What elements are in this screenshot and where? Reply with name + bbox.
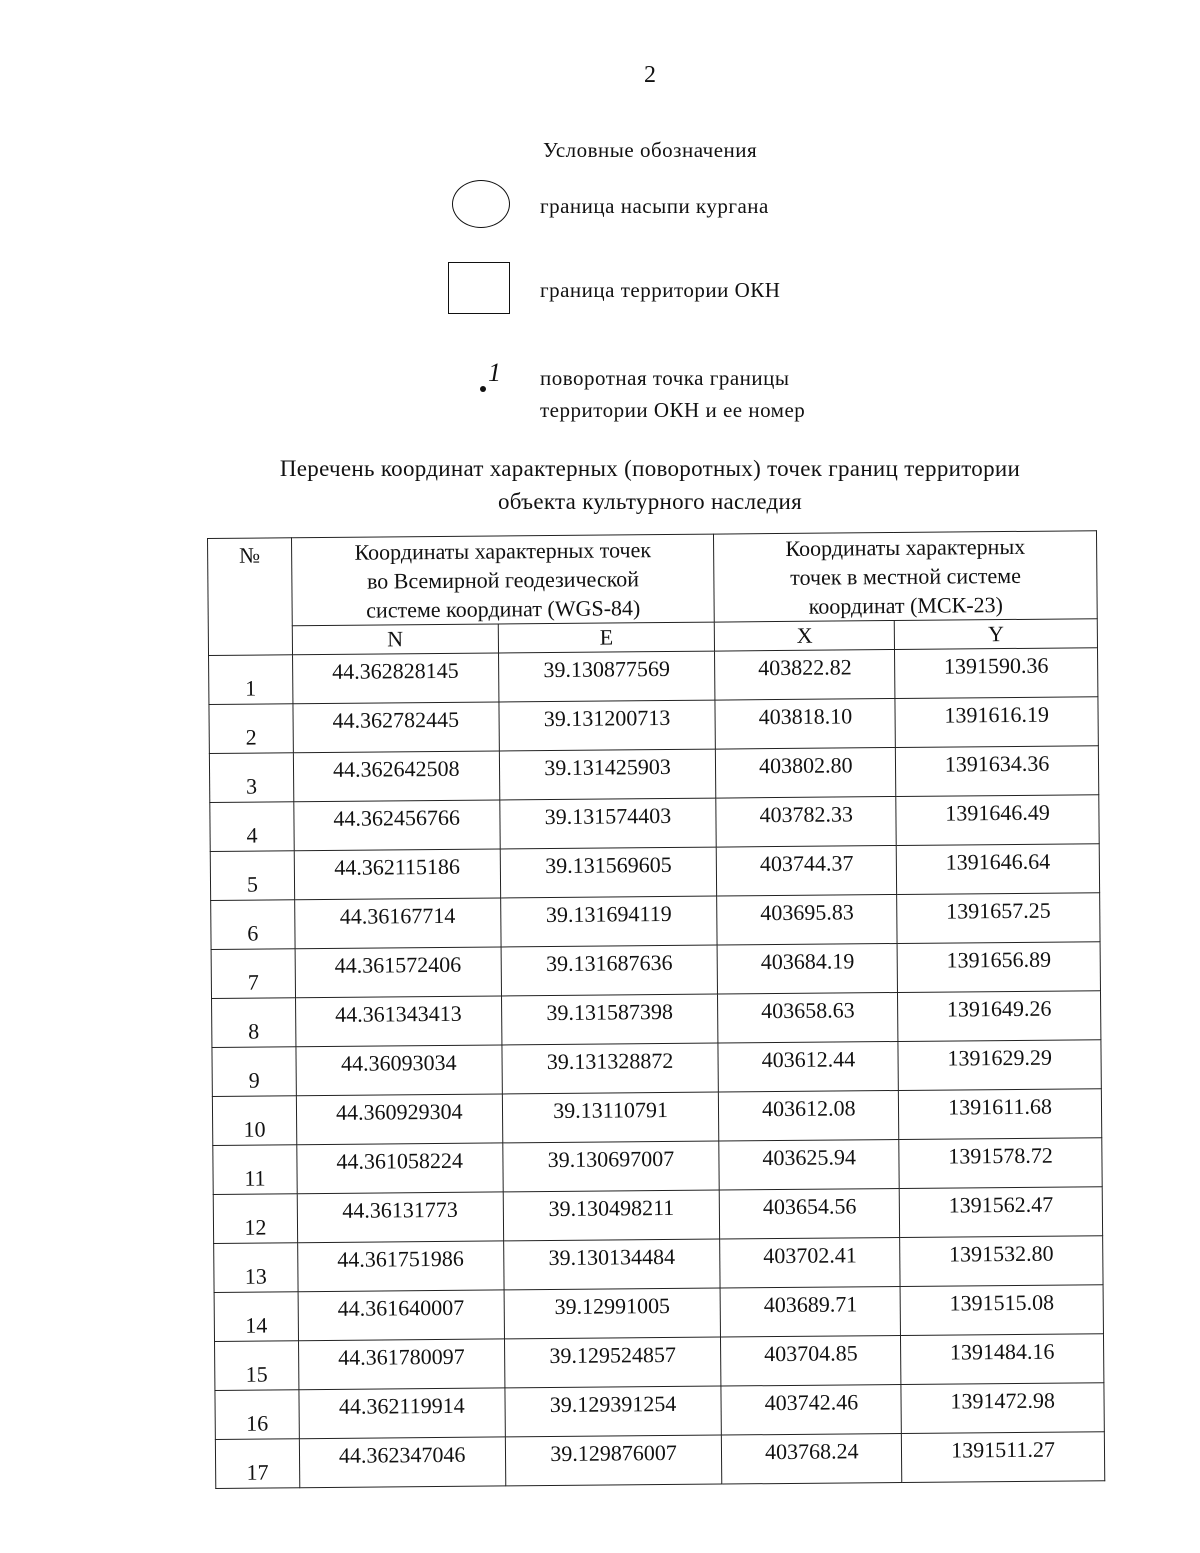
table-row (212, 991, 1101, 1048)
cell-n: 44.361572406 (295, 947, 501, 998)
table-row (210, 844, 1099, 901)
cell-n: 44.362782445 (293, 702, 499, 753)
cell-x: 403742.46 (721, 1384, 901, 1435)
cell-point-number: 6 (211, 900, 295, 950)
cell-x: 403658.63 (718, 992, 898, 1043)
cell-x: 403654.56 (720, 1188, 900, 1239)
table-row (215, 1383, 1104, 1440)
table-row (212, 1089, 1101, 1146)
table-row (209, 697, 1098, 754)
cell-n: 44.362119914 (299, 1388, 505, 1439)
cell-point-number: 7 (211, 949, 295, 999)
cell-y: 1391646.64 (896, 844, 1099, 895)
cell-y: 1391629.29 (898, 1040, 1101, 1091)
coordinates-table (207, 530, 1105, 1489)
legend-label-line: территории ОКН и ее номер (540, 398, 806, 422)
cell-x: 403684.19 (717, 943, 897, 994)
cell-e: 39.129391254 (505, 1386, 722, 1437)
cell-e: 39.131687636 (501, 945, 718, 996)
cell-x: 403822.82 (715, 650, 895, 701)
heading-line: объекта культурного наследия (497, 489, 803, 514)
table-row (211, 893, 1100, 950)
cell-y: 1391515.08 (900, 1285, 1103, 1336)
cell-e: 39.130877569 (498, 651, 715, 702)
cell-x: 403702.41 (720, 1237, 900, 1288)
table-row (214, 1236, 1103, 1293)
cell-e: 39.129876007 (505, 1435, 722, 1486)
column-header-number: № (208, 538, 293, 656)
column-header-e: E (498, 622, 715, 653)
cell-x: 403768.24 (722, 1433, 902, 1484)
column-group-msk23 (714, 531, 1097, 622)
cell-point-number: 10 (212, 1096, 296, 1146)
table-row (211, 942, 1100, 999)
cell-n: 44.362828145 (292, 653, 498, 704)
table-row (215, 1432, 1104, 1489)
cell-n: 44.362347046 (299, 1437, 505, 1488)
legend-label: граница территории ОКН (540, 278, 781, 302)
group-header-line: точек в местной системе (790, 562, 1022, 590)
cell-x: 403695.83 (717, 894, 897, 945)
cell-x: 403612.08 (719, 1090, 899, 1141)
column-header-n: N (292, 624, 498, 655)
point-dot-icon (480, 386, 486, 392)
cell-e: 39.131574403 (499, 798, 716, 849)
cell-e: 39.12991005 (504, 1288, 721, 1339)
cell-point-number: 9 (212, 1047, 296, 1097)
cell-n: 44.36167714 (295, 898, 501, 949)
cell-point-number: 4 (210, 802, 294, 852)
table-row (212, 1040, 1101, 1097)
legend-title: Условные обозначения (543, 138, 758, 162)
cell-n: 44.361640007 (298, 1290, 504, 1341)
group-header-line: во Всемирной геодезической (366, 566, 640, 594)
cell-e: 39.130697007 (502, 1141, 719, 1192)
cell-y: 1391649.26 (898, 991, 1101, 1042)
legend-label-line: поворотная точка границы (540, 366, 790, 390)
table-row (209, 746, 1098, 803)
cell-y: 1391616.19 (895, 697, 1098, 748)
cell-point-number: 16 (215, 1390, 299, 1440)
cell-y: 1391646.49 (896, 795, 1099, 846)
cell-x: 403704.85 (721, 1335, 901, 1386)
cell-x: 403744.37 (717, 845, 897, 896)
cell-y: 1391590.36 (895, 648, 1098, 699)
table-row (214, 1285, 1103, 1342)
cell-x: 403689.71 (720, 1286, 900, 1337)
cell-y: 1391484.16 (901, 1334, 1104, 1385)
cell-point-number: 17 (215, 1439, 299, 1489)
group-header-line: Координаты характерных точек (354, 537, 652, 565)
cell-e: 39.131328872 (502, 1043, 719, 1094)
cell-y: 1391611.68 (899, 1089, 1102, 1140)
cell-n: 44.362642508 (293, 751, 499, 802)
cell-e: 39.129524857 (504, 1337, 721, 1388)
cell-point-number: 1 (209, 655, 293, 705)
cell-n: 44.362456766 (294, 800, 500, 851)
table-row (215, 1334, 1104, 1391)
cell-point-number: 13 (214, 1243, 298, 1293)
cell-point-number: 8 (212, 998, 296, 1048)
cell-point-number: 12 (213, 1194, 297, 1244)
cell-e: 39.131569605 (500, 847, 717, 898)
cell-n: 44.36131773 (297, 1192, 503, 1243)
group-header-line: Координаты характерных (785, 533, 1026, 561)
cell-y: 1391634.36 (896, 746, 1099, 797)
table-row (213, 1138, 1102, 1195)
cell-n: 44.361343413 (295, 996, 501, 1047)
cell-point-number: 15 (215, 1341, 299, 1391)
cell-y: 1391657.25 (897, 893, 1100, 944)
legend-label: граница насыпи кургана (540, 194, 769, 218)
table-row (209, 648, 1098, 705)
cell-e: 39.13110791 (502, 1092, 719, 1143)
heading-line: Перечень координат характерных (поворотных) точек границ территории (279, 456, 1021, 481)
cell-e: 39.131425903 (499, 749, 716, 800)
cell-e: 39.131200713 (499, 700, 716, 751)
cell-x: 403782.33 (716, 796, 896, 847)
turning-point-icon (478, 358, 508, 402)
cell-n: 44.36093034 (296, 1045, 502, 1096)
cell-n: 44.361751986 (297, 1241, 503, 1292)
cell-y: 1391472.98 (901, 1383, 1104, 1434)
column-header-x: X (715, 621, 895, 652)
cell-n: 44.361058224 (297, 1143, 503, 1194)
cell-x: 403802.80 (716, 747, 896, 798)
cell-x: 403625.94 (719, 1139, 899, 1190)
cell-y: 1391511.27 (902, 1432, 1105, 1483)
cell-x: 403612.44 (718, 1041, 898, 1092)
cell-n: 44.362115186 (294, 849, 500, 900)
cell-y: 1391578.72 (899, 1138, 1102, 1189)
group-header-line: системе координат (WGS-84) (366, 595, 641, 623)
cell-y: 1391532.80 (900, 1236, 1103, 1287)
column-header-y: Y (894, 619, 1097, 650)
table-row (210, 795, 1099, 852)
cell-point-number: 2 (209, 704, 293, 754)
square-outline-icon (448, 262, 510, 314)
circle-outline-icon (452, 180, 510, 228)
cell-n: 44.360929304 (296, 1094, 502, 1145)
cell-point-number: 11 (213, 1145, 297, 1195)
cell-x: 403818.10 (715, 699, 895, 750)
turning-point-number: 1 (488, 358, 501, 387)
table-row (213, 1187, 1102, 1244)
table-heading (180, 452, 1120, 518)
cell-e: 39.130498211 (503, 1190, 720, 1241)
cell-e: 39.131694119 (500, 896, 717, 947)
group-header-line: координат (МСК-23) (808, 592, 1004, 619)
cell-y: 1391562.47 (899, 1187, 1102, 1238)
legend-label (540, 362, 805, 426)
cell-point-number: 3 (209, 753, 293, 803)
page-number: 2 (644, 62, 656, 88)
cell-y: 1391656.89 (897, 942, 1100, 993)
cell-point-number: 5 (210, 851, 294, 901)
cell-n: 44.361780097 (298, 1339, 504, 1390)
column-group-wgs84 (291, 534, 714, 626)
cell-e: 39.131587398 (501, 994, 718, 1045)
cell-point-number: 14 (214, 1292, 298, 1342)
cell-e: 39.130134484 (503, 1239, 720, 1290)
